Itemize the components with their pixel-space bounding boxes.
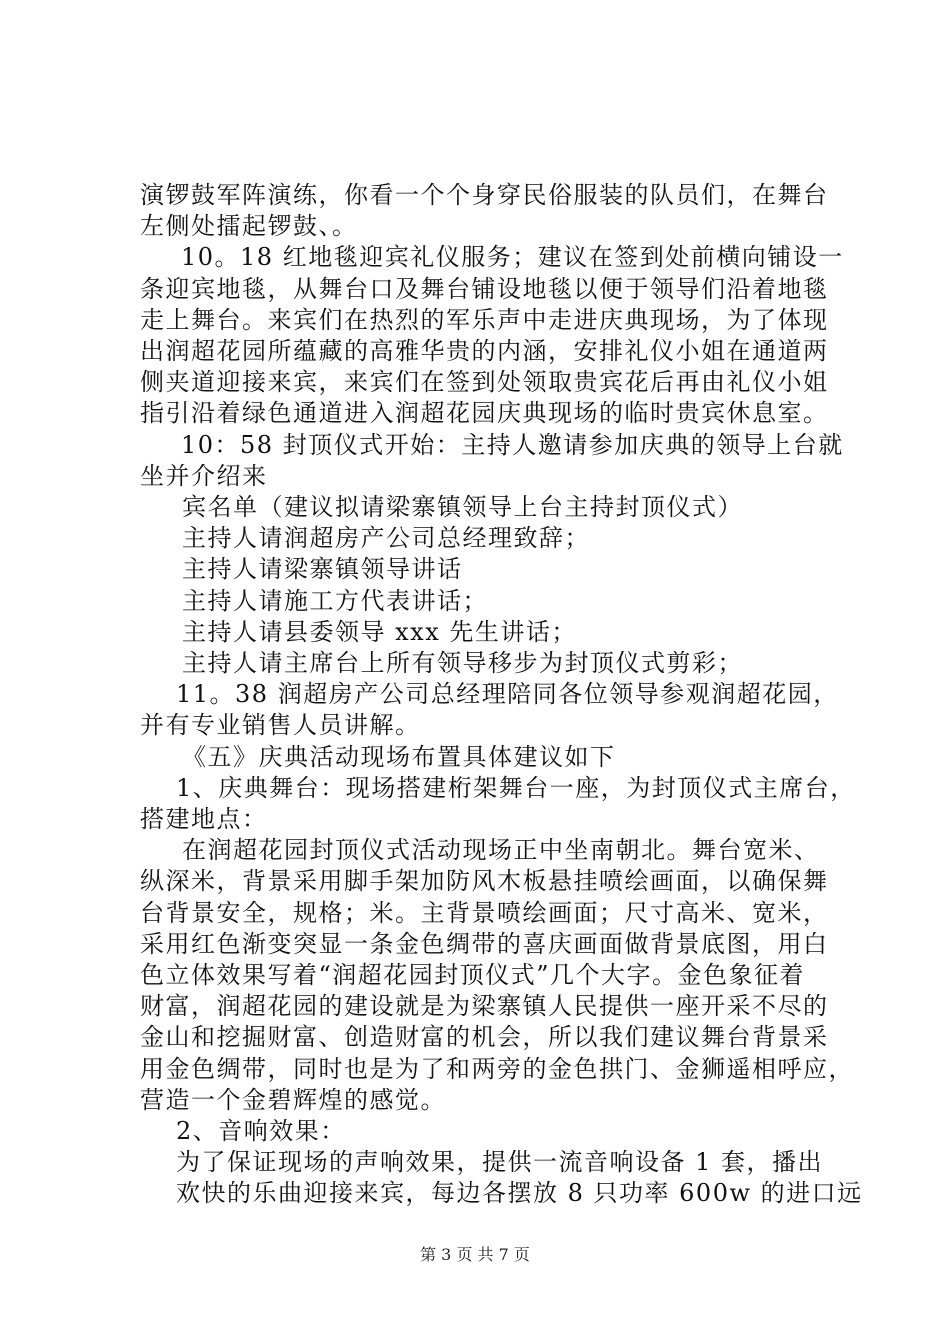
text-line: 走上舞台。来宾们在热烈的军乐声中走进庆典现场，为了体现 <box>140 305 829 334</box>
text-line: 《五》庆典活动现场布置具体建议如下 <box>182 742 616 771</box>
text-line: 主持人请梁寨镇领导讲话 <box>182 555 463 584</box>
text-line: 11。38 润超房产公司总经理陪同各位领导参观润超花园， <box>176 680 839 709</box>
text-line: 金山和挖掘财富、创造财富的机会，所以我们建议舞台背景采 <box>140 1023 829 1052</box>
text-line: 并有专业销售人员讲解。 <box>140 711 421 740</box>
text-line: 出润超花园所蕴藏的高雅华贵的内涵，安排礼仪小姐在通道两 <box>140 337 829 365</box>
text-line: 为了保证现场的声响效果，提供一流音响设备 1 套，播出 <box>176 1148 824 1177</box>
text-line: 用金色绸带，同时也是为了和两旁的金色拱门、金狮遥相呼应， <box>140 1054 854 1083</box>
text-line: 在润超花园封顶仪式活动现场正中坐南朝北。舞台宽米、 <box>182 836 820 865</box>
page-footer: 第 3 页 共 7 页 <box>420 1245 530 1264</box>
text-line: 台背景安全，规格；米。主背景喷绘画面；尺寸高米、宽米， <box>140 898 829 927</box>
text-line: 主持人请县委领导 xxx 先生讲话； <box>182 617 577 646</box>
text-line: 演锣鼓军阵演练，你看一个个身穿民俗服装的队员们，在舞台 <box>140 181 829 209</box>
text-line: 主持人请润超房产公司总经理致辞； <box>182 524 590 553</box>
text-line: 2、音响效果： <box>176 1117 346 1145</box>
text-line: 左侧处擂起锣鼓、。 <box>140 212 358 241</box>
text-line: 条迎宾地毯，从舞台口及舞台铺设地毯以便于领导们沿着地毯 <box>140 274 829 303</box>
text-line: 搭建地点： <box>140 805 268 833</box>
text-line: 侧夹道迎接来宾，来宾们在签到处领取贵宾花后再由礼仪小姐 <box>140 368 829 397</box>
text-line: 主持人请主席台上所有领导移步为封顶仪式剪彩； <box>182 649 743 677</box>
text-line: 采用红色渐变突显一条金色绸带的喜庆画面做背景底图，用白 <box>140 929 829 958</box>
text-line: 10：58 封顶仪式开始：主持人邀请参加庆典的领导上台就 <box>181 430 844 459</box>
text-line: 指引沿着绿色通道进入润超花园庆典现场的临时贵宾休息室。 <box>140 399 829 428</box>
text-line: 宾名单（建议拟请梁寨镇领导上台主持封顶仪式） <box>182 493 743 521</box>
text-line: 财富，润超花园的建设就是为梁寨镇人民提供一座开采不尽的 <box>140 992 829 1021</box>
text-line: 10。18 红地毯迎宾礼仪服务；建议在签到处前横向铺设一 <box>181 243 844 272</box>
text-line: 色立体效果写着“润超花园封顶仪式”几个大字。金色象征着 <box>140 961 806 989</box>
text-line: 纵深米，背景采用脚手架加防风木板悬挂喷绘画面，以确保舞 <box>140 867 829 896</box>
text-line: 1、庆典舞台：现场搭建桁架舞台一座，为封顶仪式主席台， <box>176 773 856 802</box>
text-line: 欢快的乐曲迎接来宾，每边各摆放 8 只功率 600w 的进口远 <box>176 1179 863 1208</box>
text-line: 坐并介绍来 <box>140 461 268 490</box>
text-line: 营造一个金碧辉煌的感觉。 <box>140 1085 446 1114</box>
text-line: 主持人请施工方代表讲话； <box>182 586 488 615</box>
